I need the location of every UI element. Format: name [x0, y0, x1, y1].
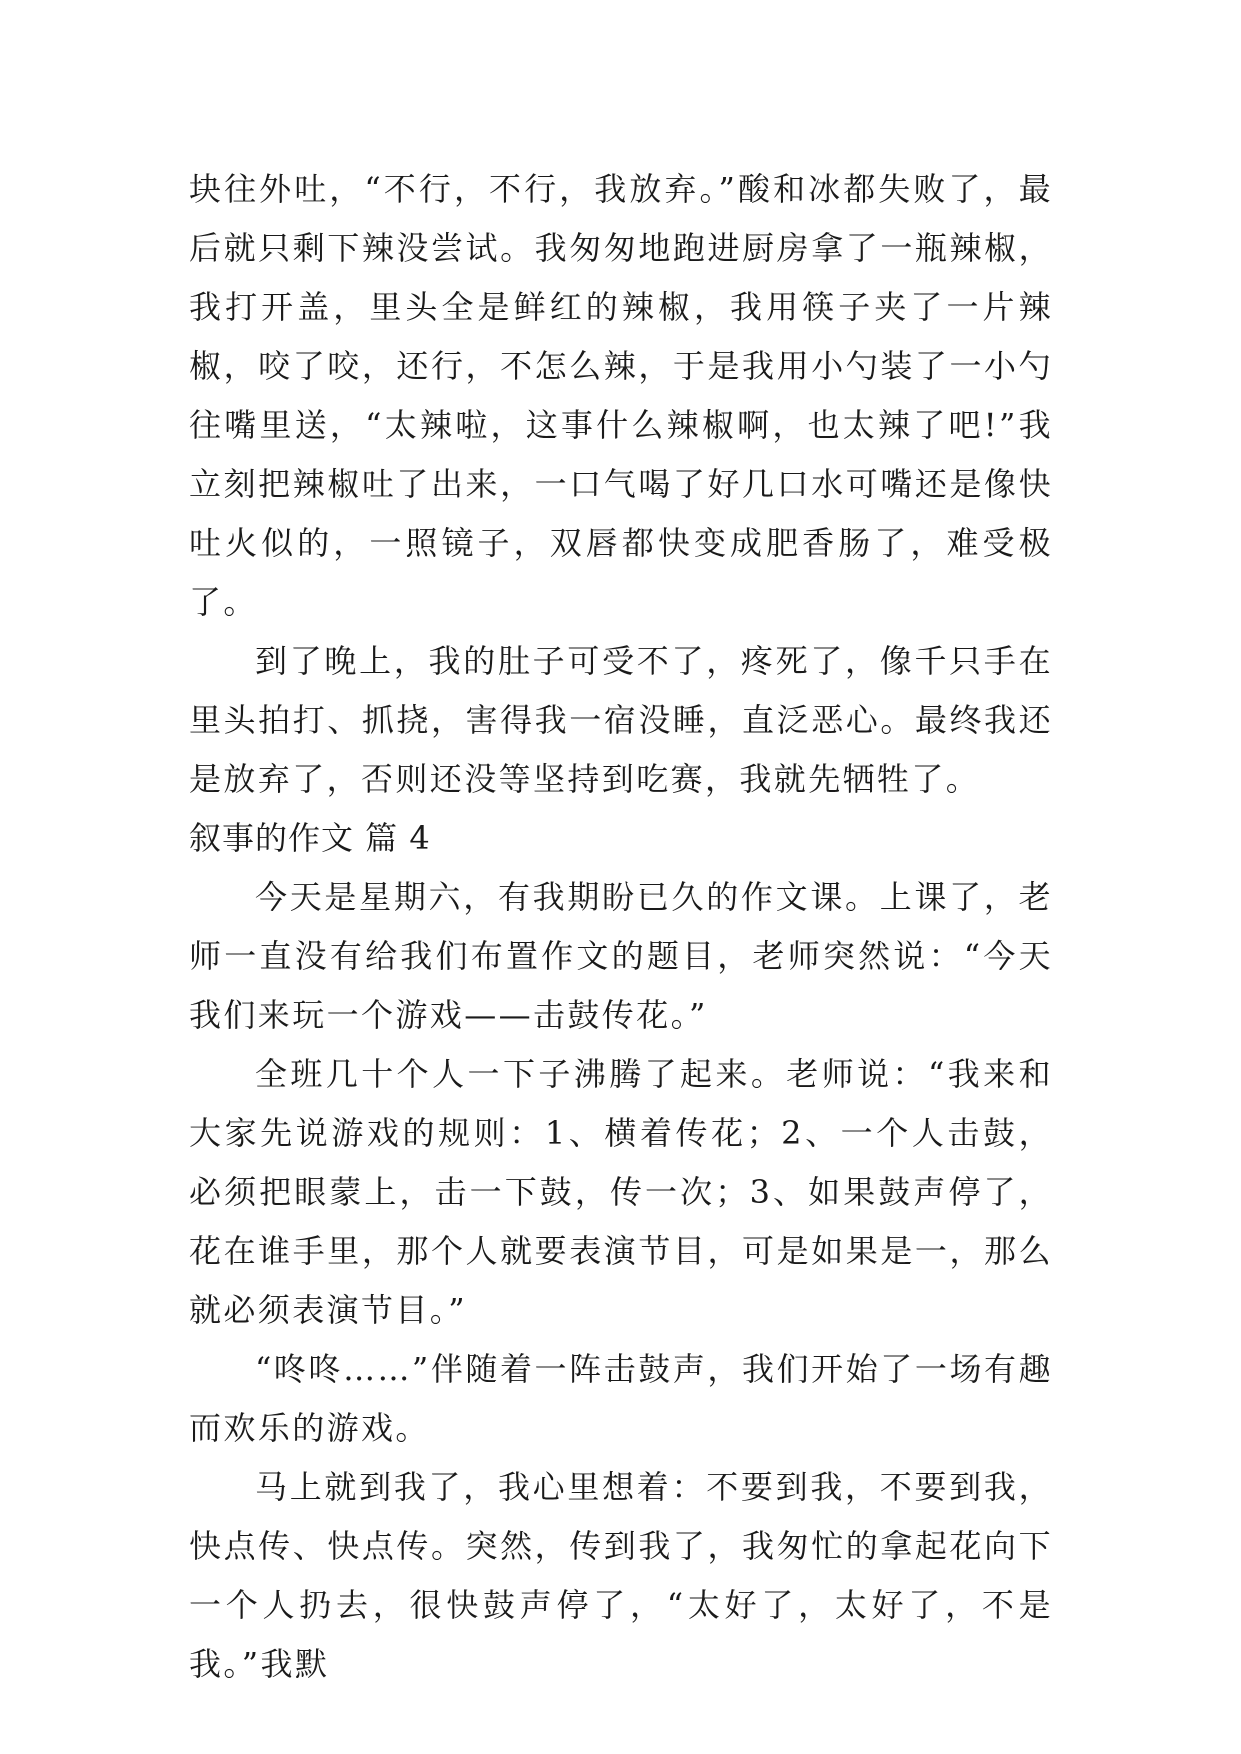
paragraph: 马上就到我了，我心里想着：不要到我，不要到我，快点传、快点传。突然，传到我了，我匆忙的拿起花向下一个人扔去，很快鼓声停了，“太好了，太好了，不是我。”我默	[189, 1468, 1053, 1683]
paragraph: “咚咚……”伴随着一阵击鼓声，我们开始了一场有趣而欢乐的游戏。	[189, 1350, 1053, 1447]
paragraph: 全班几十个人一下子沸腾了起来。老师说：“我来和大家先说游戏的规则：1、横着传花；2、一个人击鼓，必须把眼蒙上，击一下鼓，传一次；3、如果鼓声停了，花在谁手里，那个人就要表演节目，可是如果是一，那么就必须表演节目。”	[189, 1055, 1053, 1329]
paragraph: 到了晚上，我的肚子可受不了，疼死了，像千只手在里头拍打、抓挠，害得我一宿没睡，直泛恶心。最终我还是放弃了，否则还没等坚持到吃赛，我就先牺牲了。	[189, 642, 1053, 798]
paragraph: 块往外吐，“不行，不行，我放弃。”酸和冰都失败了，最后就只剩下辣没尝试。我匆匆地跑进厨房拿了一瓶辣椒，我打开盖，里头全是鲜红的辣椒，我用筷子夹了一片辣椒，咬了咬，还行，不怎么辣，于是我用小勺装了一小勺往嘴里送，“太辣啦，这事什么辣椒啊，也太辣了吧!”我立刻把辣椒吐了出来，一口气喝了好几口水可嘴还是像快吐火似的，一照镜子，双唇都快变成肥香肠了，难受极了。	[189, 170, 1053, 621]
section-heading: 叙事的作文 篇 4	[189, 819, 431, 857]
document-body	[189, 160, 1053, 1694]
paragraph: 今天是星期六，有我期盼已久的作文课。上课了，老师一直没有给我们布置作文的题目，老师突然说：“今天我们来玩一个游戏——击鼓传花。”	[189, 878, 1053, 1034]
